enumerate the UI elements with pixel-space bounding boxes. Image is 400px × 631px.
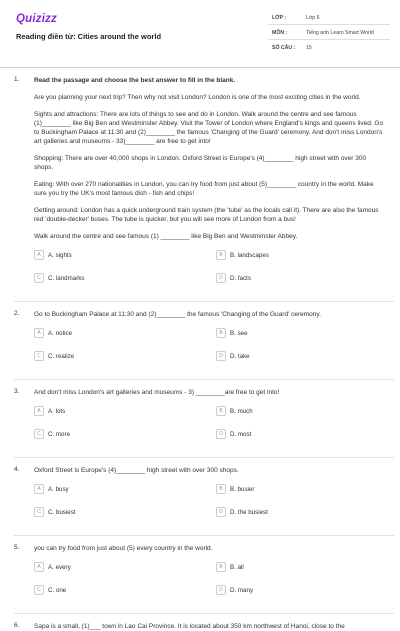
option-text: D. the busiest — [230, 508, 268, 516]
option-text: B. see — [230, 329, 248, 337]
option-letter-box[interactable]: D — [216, 351, 226, 361]
option-text: B. landscapes — [230, 251, 269, 259]
question-number: 2. — [14, 310, 20, 317]
passage-paragraph: Shopping: There are over 40,000 shops in London. Oxford Street is Europe's (4)________ high street with over 300 shops. — [34, 155, 367, 171]
question-stem: Go to Buckingham Palace at 11:30 and (2)________ the famous 'Changing of the Guard' ceremony. — [34, 311, 321, 318]
question-stem: Sapa is a small, (1)___ town in Lao Cai Province. It is located about 350 km northwest of Hanoi, close to the — [34, 623, 345, 630]
option-text: C. landmarks — [48, 274, 85, 282]
option-letter-box[interactable]: D — [216, 273, 226, 283]
option-letter-box[interactable]: A — [34, 562, 44, 572]
question-instruction: Read the passage and choose the best answer to fill in the blank. — [34, 77, 236, 84]
option-letter-box[interactable]: A — [34, 406, 44, 416]
question-5 — [0, 544, 400, 614]
answer-options — [34, 249, 386, 295]
meta-key-subject: MÔN : — [272, 30, 288, 36]
option-text: C. one — [48, 586, 67, 594]
option-text: A. lots — [48, 407, 66, 415]
option-a[interactable] — [34, 561, 71, 573]
option-text: C. more — [48, 430, 71, 438]
option-letter-box[interactable]: C — [34, 507, 44, 517]
passage-paragraph: Sights and attractions: There are lots of things to see and do in London. Walk around the centre and see famous (1)________ like Big Ben and Westminster Abbey. Visit the Tower of London where England's kings and queens lived. Go to Buckingham Palace at 11:30 and (2)________ the famous 'Changing of the Guard' ceremony. And don't miss London's art galleries and museums - 33)________ are free to get into! — [34, 111, 384, 145]
option-text: D. many — [230, 586, 254, 594]
passage-paragraph: Eating: With over 270 nationalities in London, you can try food from just about (5)________ country in the world. Make sure you try the UK's most famous dish - fish and chips! — [34, 181, 374, 197]
meta-key-grade: LỚP : — [272, 15, 287, 21]
meta-value-subject: Tiếng anh Learn Smart World — [306, 30, 374, 36]
meta-key-question-count: SỐ CÂU : — [272, 45, 296, 51]
question-stem: Walk around the centre and see famous (1) ________ like Big Ben and Westminster Abbey. — [34, 233, 298, 240]
question-number: 1. — [14, 76, 20, 83]
question-4 — [0, 466, 400, 536]
option-d[interactable] — [216, 584, 253, 596]
option-text: A. notice — [48, 329, 73, 337]
option-c[interactable] — [34, 584, 66, 596]
option-text: D. facts — [230, 274, 251, 282]
option-letter-box[interactable]: D — [216, 429, 226, 439]
option-b[interactable] — [216, 249, 269, 261]
option-letter-box[interactable]: C — [34, 351, 44, 361]
option-text: A. every — [48, 563, 71, 571]
option-c[interactable] — [34, 272, 84, 284]
option-text: A. sights — [48, 251, 72, 259]
option-a[interactable] — [34, 483, 69, 495]
question-number: 6. — [14, 622, 20, 629]
option-d[interactable] — [216, 272, 251, 284]
option-a[interactable] — [34, 327, 72, 339]
meta-value-question-count: 15 — [306, 45, 312, 51]
option-a[interactable] — [34, 249, 72, 261]
question-number: 5. — [14, 544, 20, 551]
option-letter-box[interactable]: C — [34, 429, 44, 439]
meta-row-subject — [268, 25, 390, 40]
option-letter-box[interactable]: C — [34, 273, 44, 283]
option-letter-box[interactable]: D — [216, 585, 226, 595]
question-6 — [0, 622, 400, 631]
option-text: D. take — [230, 352, 250, 360]
option-text: D. most — [230, 430, 252, 438]
worksheet-meta-table — [268, 10, 390, 55]
passage-paragraph: Are you planning your next trip? Then why not visit London? London is one of the most exciting cities in the world. — [34, 94, 361, 101]
question-stem: you can try food from just about (5) every country in the world. — [34, 545, 213, 552]
option-c[interactable] — [34, 428, 70, 440]
meta-row-question-count — [268, 40, 390, 55]
quizizz-logo: Quizizz — [16, 13, 58, 25]
option-letter-box[interactable]: B — [216, 328, 226, 338]
option-letter-box[interactable]: B — [216, 406, 226, 416]
option-letter-box[interactable]: D — [216, 507, 226, 517]
option-letter-box[interactable]: B — [216, 562, 226, 572]
option-letter-box[interactable]: B — [216, 484, 226, 494]
option-text: B. all — [230, 563, 244, 571]
option-text: A. busy — [48, 485, 69, 493]
question-1 — [0, 76, 400, 302]
option-c[interactable] — [34, 350, 74, 362]
question-divider — [14, 535, 394, 536]
option-d[interactable] — [216, 428, 251, 440]
option-letter-box[interactable]: C — [34, 585, 44, 595]
question-divider — [14, 301, 394, 302]
question-3 — [0, 388, 400, 458]
option-letter-box[interactable]: B — [216, 250, 226, 260]
question-number: 3. — [14, 388, 20, 395]
answer-options — [34, 405, 386, 451]
worksheet-header — [0, 0, 400, 68]
question-2 — [0, 310, 400, 380]
option-text: B. much — [230, 407, 253, 415]
meta-row-grade — [268, 10, 390, 25]
option-b[interactable] — [216, 405, 253, 417]
question-number: 4. — [14, 466, 20, 473]
question-divider — [14, 457, 394, 458]
passage-paragraph: Getting around: London has a quick underground train system (the 'tube' as the locals call it). There are also the famous red 'double-decker' buses. The tube is quicker, but you will see more of London from a bus! — [34, 207, 379, 223]
option-d[interactable] — [216, 506, 268, 518]
worksheet-content — [0, 76, 400, 631]
question-stem: And don't miss London's art galleries and museums - 3) ________are free to get into! — [34, 389, 280, 396]
question-stem: Oxford Street is Europe's (4)________ high street with over 300 shops. — [34, 467, 239, 474]
answer-options — [34, 561, 386, 607]
worksheet-title: Reading điền từ: Cities around the world — [16, 32, 162, 41]
option-b[interactable] — [216, 483, 254, 495]
question-divider — [14, 379, 394, 380]
option-c[interactable] — [34, 506, 76, 518]
meta-value-grade: Lớp 6 — [306, 15, 320, 21]
option-letter-box[interactable]: A — [34, 484, 44, 494]
option-text: C. busiest — [48, 508, 76, 516]
option-b[interactable] — [216, 561, 244, 573]
option-d[interactable] — [216, 350, 250, 362]
option-a[interactable] — [34, 405, 65, 417]
option-letter-box[interactable]: A — [34, 328, 44, 338]
option-letter-box[interactable]: A — [34, 250, 44, 260]
option-b[interactable] — [216, 327, 248, 339]
answer-options — [34, 483, 386, 529]
question-divider — [14, 613, 394, 614]
option-text: C. realize — [48, 352, 75, 360]
option-text: B. busier — [230, 485, 255, 493]
answer-options — [34, 327, 386, 373]
